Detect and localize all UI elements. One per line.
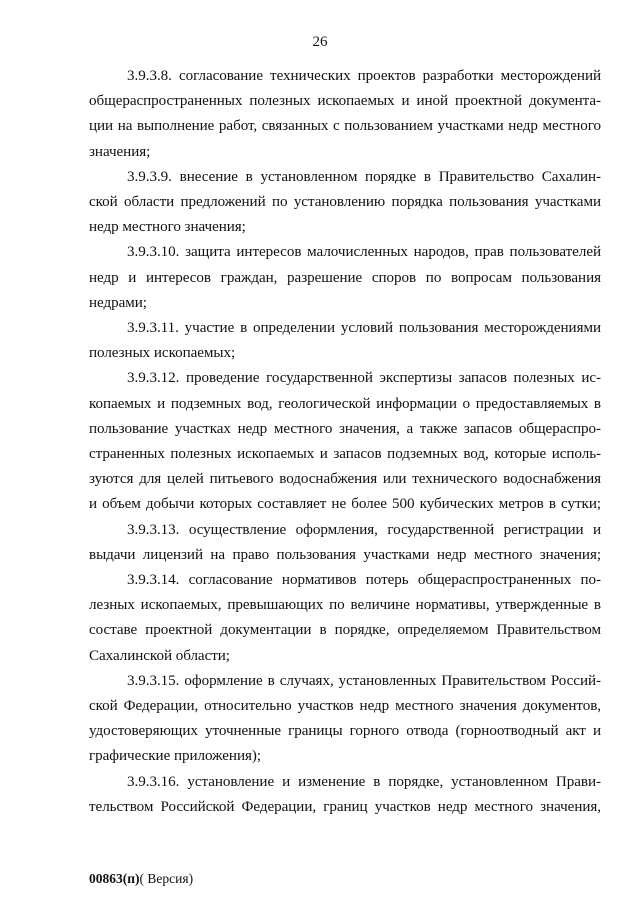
text-line: выдачи лицензий на право пользования участками недр местного значения; [89,546,601,563]
text-line: 3.9.3.15. оформление в случаях, установленных Правительством Россий- [127,672,601,689]
text-line: 3.9.3.14. согласование нормативов потерь общераспространенных по- [127,572,601,589]
text-line: значения; [89,143,151,160]
text-line: графические приложения); [89,748,261,765]
text-line: ской Федерации, относительно участков недр местного значения документов, [89,698,601,715]
text-line: 3.9.3.12. проведение государственной экспертизы запасов полезных ис- [127,370,601,387]
text-line: Сахалинской области; [89,647,230,664]
page-number: 26 [312,34,328,50]
text-line: страненных полезных ископаемых и запасов подземных вод, которые исполь- [89,446,601,463]
document-code [89,871,193,887]
text-line: 3.9.3.11. участие в определении условий пользования месторождениями [127,320,601,337]
text-line: ции на выполнение работ, связанных с пользованием участками недр местного [89,118,601,135]
text-line: тельством Российской Федерации, границ участков недр местного значения, [89,798,601,815]
text-line: зуются для целей питьевого водоснабжения или технического водоснабжения [89,471,601,488]
paragraph-3-9-3-16 [89,770,601,820]
text-line: и объем добычи которых составляет не более 500 кубических метров в сутки; [89,496,601,513]
text-line: недр местного значения; [89,219,246,236]
paragraph-3-9-3-8 [89,64,601,165]
paragraph-3-9-3-13 [89,518,601,568]
text-line: удостоверяющих уточненные границы горного отвода (горноотводный акт и [89,723,601,740]
text-line: 3.9.3.13. осуществление оформления, государственной регистрации и [127,521,601,538]
text-line: составе проектной документации в порядке, определяемом Правительством [89,622,601,639]
text-line: лезных ископаемых, превышающих по величине нормативы, утвержденные в [89,597,601,614]
text-line: недр и интересов граждан, разрешение споров по вопросам пользования [89,269,601,286]
document-body [89,64,601,820]
text-line: общераспространенных полезных ископаемых и иной проектной документа- [89,93,601,110]
text-line: пользование участках недр местного значения, а также запасов общераспро- [89,420,601,437]
paragraph-3-9-3-15 [89,669,601,770]
text-line: 3.9.3.8. согласование технических проектов разработки месторождений [127,68,601,84]
text-line: 3.9.3.16. установление и изменение в порядке, установленном Прави- [127,773,601,790]
document-code-number: 00863(п) [89,871,140,886]
document-version: ( Версия) [139,871,194,886]
text-line: 3.9.3.9. внесение в установленном порядке в Правительство Сахалин- [127,168,601,185]
text-line: недрами; [89,294,147,311]
paragraph-3-9-3-12 [89,366,601,517]
paragraph-3-9-3-9 [89,165,601,241]
paragraph-3-9-3-14 [89,568,601,669]
paragraph-3-9-3-10 [89,240,601,316]
paragraph-3-9-3-11 [89,316,601,366]
text-line: копаемых и подземных вод, геологической информации о предоставляемых в [89,395,601,412]
text-line: ской области предложений по установлению порядка пользования участками [89,194,601,211]
text-line: 3.9.3.10. защита интересов малочисленных народов, прав пользователей [127,244,601,261]
text-line: полезных ископаемых; [89,345,236,362]
